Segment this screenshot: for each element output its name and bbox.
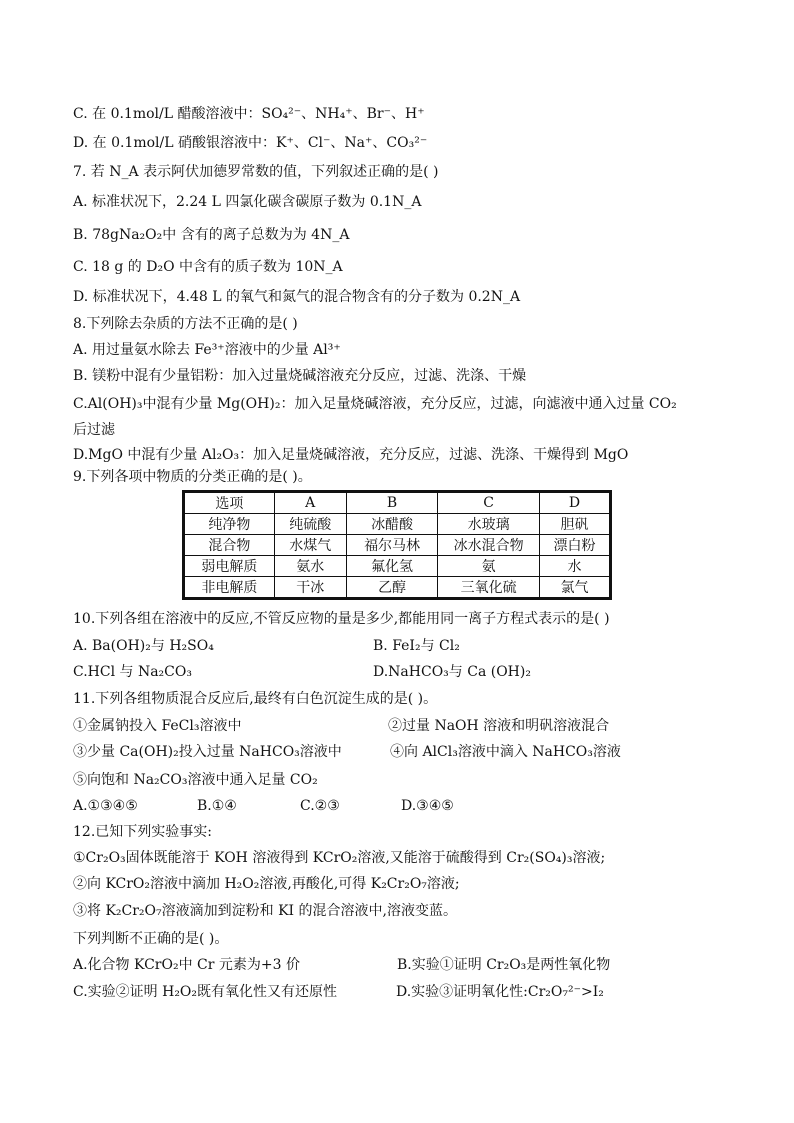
q11-item-3: ③少量 Ca(OH)₂投入过量 NaHCO₃溶液中 <box>73 744 342 760</box>
table-cell: 胆矾 <box>539 514 610 535</box>
table-row <box>184 514 611 535</box>
q12-option-b: B.实验①证明 Cr₂O₃是两性氧化物 <box>397 957 611 973</box>
table-header-cell: A <box>274 492 346 514</box>
q7-option-d: D. 标准状况下，4.48 L 的氧气和氮气的混合物含有的分子数为 0.2N_A <box>73 289 521 305</box>
table-cell: 冰醋酸 <box>346 514 438 535</box>
table-row <box>184 556 611 577</box>
q8-stem: 8.下列除去杂质的方法不正确的是( ) <box>73 316 298 332</box>
q11-option-b: B.①④ <box>197 798 237 814</box>
q6-option-d: D. 在 0.1mol/L 硝酸银溶液中：K⁺、Cl⁻、Na⁺、CO₃²⁻ <box>73 135 428 151</box>
table-cell: 乙醇 <box>346 577 438 599</box>
table-header-cell: 选项 <box>184 492 275 514</box>
q12-option-c: C.实验②证明 H₂O₂既有氧化性又有还原性 <box>73 984 338 1000</box>
table-cell: 氨水 <box>274 556 346 577</box>
table-cell: 干冰 <box>274 577 346 599</box>
q6-option-c: C. 在 0.1mol/L 醋酸溶液中：SO₄²⁻、NH₄⁺、Br⁻、H⁺ <box>73 106 425 122</box>
table-cell: 混合物 <box>184 535 275 556</box>
table-row <box>184 577 611 599</box>
q10-option-c: C.HCl 与 Na₂CO₃ <box>73 664 192 680</box>
table-cell: 水玻璃 <box>438 514 540 535</box>
q7-stem: 7. 若 N_A 表示阿伏加德罗常数的值，下列叙述正确的是( ) <box>73 164 439 180</box>
q12-fact-3: ③将 K₂Cr₂O₇溶液滴加到淀粉和 KI 的混合溶液中,溶液变蓝。 <box>73 903 457 919</box>
q10-option-b: B. FeI₂与 Cl₂ <box>373 638 460 654</box>
table-cell: 氨 <box>438 556 540 577</box>
table-cell: 纯硫酸 <box>274 514 346 535</box>
q10-stem: 10.下列各组在溶液中的反应,不管反应物的量是多少,都能用同一离子方程式表示的是( ) <box>73 611 610 627</box>
table-cell: 弱电解质 <box>184 556 275 577</box>
q11-option-a: A.①③④⑤ <box>73 798 138 814</box>
q7-option-b: B. 78gNa₂O₂中 含有的离子总数为为 4N_A <box>73 227 350 243</box>
table-cell: 水煤气 <box>274 535 346 556</box>
q10-option-d: D.NaHCO₃与 Ca (OH)₂ <box>373 664 531 680</box>
table-cell: 福尔马林 <box>346 535 438 556</box>
q12-option-a: A.化合物 KCrO₂中 Cr 元素为+3 价 <box>73 957 300 973</box>
table-header-cell: C <box>438 492 540 514</box>
table-header-cell: B <box>346 492 438 514</box>
q12-fact-2: ②向 KCrO₂溶液中滴加 H₂O₂溶液,再酸化,可得 K₂Cr₂O₇溶液; <box>73 876 460 892</box>
q11-option-d: D.③④⑤ <box>401 798 454 814</box>
table-row <box>184 535 611 556</box>
q11-stem: 11.下列各组物质混合反应后,最终有白色沉淀生成的是( )。 <box>73 691 438 707</box>
q7-option-c: C. 18 g 的 D₂O 中含有的质子数为 10N_A <box>73 259 343 275</box>
q9-stem: 9.下列各项中物质的分类正确的是( )。 <box>73 469 312 485</box>
q8-option-b: B. 镁粉中混有少量铝粉：加入过量烧碱溶液充分反应，过滤、洗涤、干燥 <box>73 368 527 384</box>
classification-table <box>182 490 612 600</box>
q11-item-1: ①金属钠投入 FeCl₃溶液中 <box>73 718 242 734</box>
table-cell: 漂白粉 <box>539 535 610 556</box>
table-cell: 三氧化硫 <box>438 577 540 599</box>
table-cell: 氯气 <box>539 577 610 599</box>
q12-fact-1: ①Cr₂O₃固体既能溶于 KOH 溶液得到 KCrO₂溶液,又能溶于硫酸得到 Cr₂(SO₄)₃溶液; <box>73 850 606 866</box>
q11-item-5: ⑤向饱和 Na₂CO₃溶液中通入足量 CO₂ <box>73 772 318 788</box>
q12-stem: 12.已知下列实验事实: <box>73 824 212 840</box>
q12-option-d: D.实验③证明氧化性:Cr₂O₇²⁻>I₂ <box>396 984 604 1000</box>
q8-option-c-line1: C.Al(OH)₃中混有少量 Mg(OH)₂：加入足量烧碱溶液，充分反应，过滤，向滤液中通入过量 CO₂ <box>73 396 677 412</box>
q8-option-d: D.MgO 中混有少量 Al₂O₃：加入足量烧碱溶液，充分反应，过滤、洗涤、干燥得到 MgO <box>73 447 629 463</box>
table-cell: 氟化氢 <box>346 556 438 577</box>
q8-option-c-line2: 后过滤 <box>73 422 115 438</box>
q7-option-a: A. 标准状况下，2.24 L 四氯化碳含碳原子数为 0.1N_A <box>73 194 422 210</box>
table-cell: 冰水混合物 <box>438 535 540 556</box>
q8-option-a: A. 用过量氨水除去 Fe³⁺溶液中的少量 Al³⁺ <box>73 342 341 358</box>
q11-item-2: ②过量 NaOH 溶液和明矾溶液混合 <box>388 718 610 734</box>
q11-item-4: ④向 AlCl₃溶液中滴入 NaHCO₃溶液 <box>390 744 621 760</box>
q12-question: 下列判断不正确的是( )。 <box>73 931 229 947</box>
table-cell: 水 <box>539 556 610 577</box>
q10-option-a: A. Ba(OH)₂与 H₂SO₄ <box>73 638 214 654</box>
table-header-cell: D <box>539 492 610 514</box>
q11-option-c: C.②③ <box>300 798 340 814</box>
table-header-row <box>184 492 611 514</box>
table-cell: 非电解质 <box>184 577 275 599</box>
table-cell: 纯净物 <box>184 514 275 535</box>
